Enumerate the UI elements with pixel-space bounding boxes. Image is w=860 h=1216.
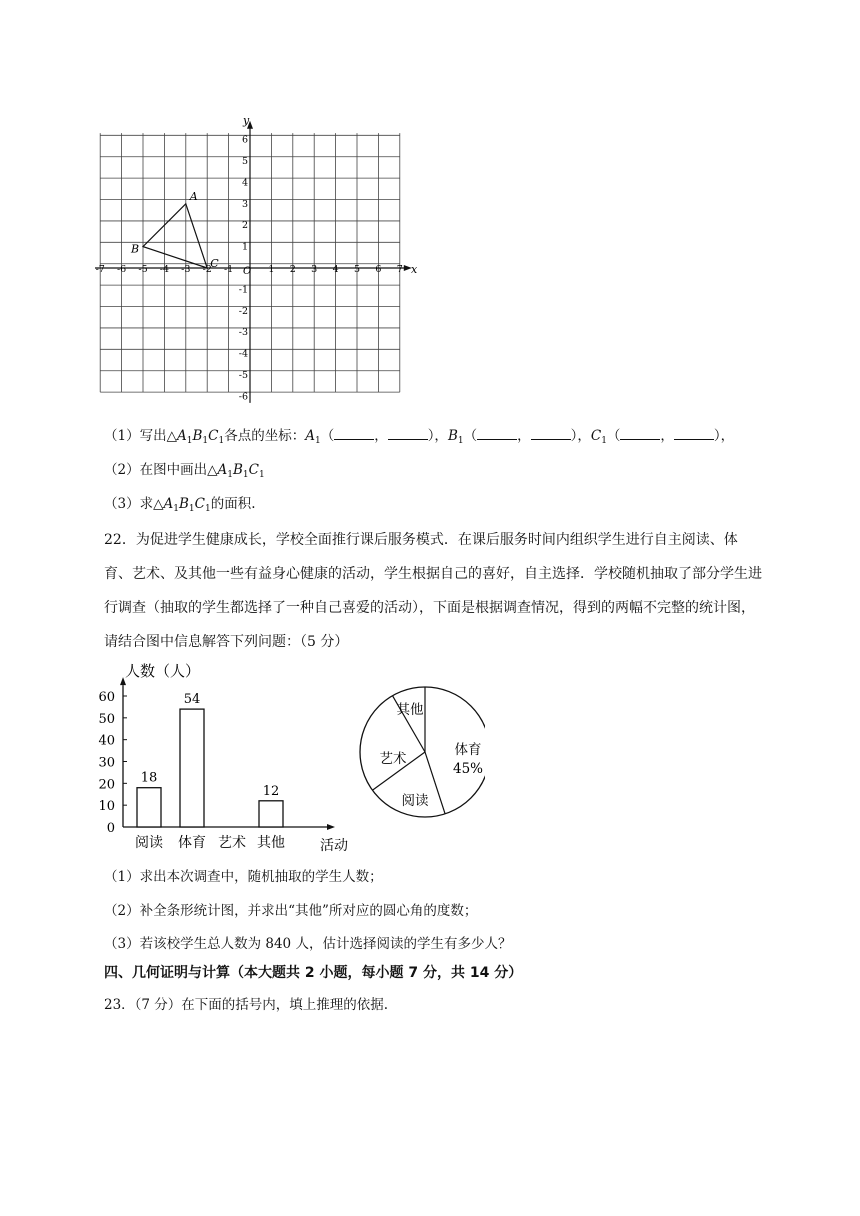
x-tick-label: -1 bbox=[223, 264, 234, 275]
y-tick-label: -2 bbox=[238, 305, 248, 317]
triangle-outline bbox=[143, 204, 207, 268]
bar-1 bbox=[180, 709, 204, 827]
pie-label: 体育 bbox=[454, 742, 482, 758]
bar-chart-bars bbox=[137, 692, 283, 827]
x-tick-label: 1 bbox=[268, 264, 275, 275]
q21-part1: （1）写出$\triangle A_1B_1C_1$各点的坐标：$A_1$（ ， ），$B_1$（ ， ），$C_1$（ ， ）， bbox=[104, 428, 735, 446]
answer-blank[interactable] bbox=[620, 427, 660, 440]
vertex-label-c: C bbox=[210, 257, 219, 270]
origin-label: O bbox=[243, 266, 252, 277]
y-tick-label: 4 bbox=[241, 177, 248, 189]
pie-label: 艺术 bbox=[379, 751, 407, 767]
bar-y-tick-label: 40 bbox=[98, 733, 115, 749]
bar-0 bbox=[137, 788, 161, 827]
bar-data-label: 54 bbox=[183, 692, 201, 708]
grid-axes bbox=[95, 121, 412, 403]
y-tick-label: 5 bbox=[241, 156, 248, 167]
y-tick-label: -3 bbox=[238, 327, 248, 339]
x-tick-label: -2 bbox=[202, 264, 212, 275]
y-tick-label: 1 bbox=[241, 241, 248, 253]
q22-text: 22．为促进学生健康成长，学校全面推行课后服务模式．在课后服务时间内组织学生进行自主阅读、体育、艺术、及其他一些有益身心健康的活动，学生根据自己的喜好，自主选择．学校随机抽取了部分学生进行调查（抽取的学生都选择了一种自己喜爱的活动），下面是根据调查情况，得到的两幅不完整的统计图，请结合图中信息解答下列问题：（5 分） bbox=[104, 532, 762, 650]
q21-part3: （3）求$\triangle A_1B_1C_1$的面积. bbox=[104, 496, 256, 514]
answer-blank[interactable] bbox=[674, 427, 714, 440]
bar-x-axis-arrow bbox=[327, 824, 335, 830]
y-tick-label: 3 bbox=[241, 198, 248, 210]
answer-blank[interactable] bbox=[477, 427, 517, 440]
bar-y-tick-label: 60 bbox=[98, 690, 115, 705]
x-tick-label: 5 bbox=[353, 264, 361, 275]
x-tick-label: 6 bbox=[375, 264, 382, 275]
bar-category-label: 其他 bbox=[257, 835, 285, 851]
x-tick-label: -5 bbox=[138, 264, 148, 275]
y-axis-label: y bbox=[243, 114, 250, 127]
y-tick-label: 2 bbox=[241, 220, 248, 232]
x-tick-label: -6 bbox=[116, 264, 127, 275]
q23-text: 23．（7 分）在下面的括号内，填上推理的依据. bbox=[104, 997, 389, 1013]
bar-y-tick-label: 50 bbox=[98, 711, 115, 727]
x-tick-label: 3 bbox=[311, 264, 318, 275]
bar-category-label: 体育 bbox=[178, 835, 206, 851]
pie-label: 阅读 bbox=[401, 793, 429, 809]
section-4-title: 四、几何证明与计算（本大题共 2 小题，每小题 7 分，共 14 分） bbox=[104, 965, 523, 981]
bar-chart-xlabel: 活动 bbox=[320, 838, 348, 854]
bar-chart bbox=[95, 660, 360, 860]
x-axis-label: x bbox=[411, 263, 418, 276]
bar-category-label: 阅读 bbox=[135, 835, 163, 851]
y-tick-label: -4 bbox=[238, 348, 248, 360]
y-tick-label: -1 bbox=[238, 284, 248, 296]
x-tick-label: 2 bbox=[289, 264, 296, 275]
bar-y-tick-label: 20 bbox=[98, 777, 115, 793]
vertex-label-a: A bbox=[189, 189, 198, 203]
x-tick-label: 7 bbox=[396, 264, 403, 275]
y-tick-label: -6 bbox=[238, 391, 248, 403]
bar-chart-ylabel: 人数（人） bbox=[125, 662, 201, 680]
x-tick-label: -7 bbox=[95, 264, 105, 275]
answer-blank[interactable] bbox=[531, 427, 571, 440]
bar-chart-categories bbox=[135, 834, 285, 851]
bar-3 bbox=[259, 801, 283, 827]
q22-sub2: （2）补全条形统计图，并求出“其他”所对应的圆心角的度数； bbox=[104, 903, 478, 919]
y-tick-label: -5 bbox=[238, 370, 248, 381]
bar-data-label: 12 bbox=[262, 783, 280, 799]
q21-part2: （2）在图中画出$\triangle A_1B_1C_1$ bbox=[104, 462, 265, 480]
bar-category-label: 艺术 bbox=[218, 835, 246, 851]
bar-data-label: 18 bbox=[140, 770, 158, 786]
answer-blank[interactable] bbox=[388, 427, 428, 440]
x-tick-label: -3 bbox=[181, 264, 191, 275]
x-tick-label: 4 bbox=[332, 264, 339, 275]
x-tick-label: -4 bbox=[159, 264, 170, 275]
answer-blank[interactable] bbox=[334, 427, 374, 440]
q22-sub1: （1）求出本次调查中，随机抽取的学生人数； bbox=[104, 869, 383, 885]
coordinate-grid bbox=[95, 110, 425, 410]
bar-y-tick-label: 30 bbox=[98, 755, 115, 771]
pie-label: 其他 bbox=[396, 702, 424, 718]
bar-y-tick-label: 0 bbox=[106, 821, 115, 836]
pie-chart bbox=[355, 670, 485, 830]
bar-y-tick-label: 10 bbox=[98, 799, 115, 815]
y-tick-label: 6 bbox=[241, 134, 248, 146]
q22-sub3: （3）若该校学生总人数为 840 人，估计选择阅读的学生有多少人？ bbox=[104, 936, 512, 952]
vertex-label-b: B bbox=[131, 242, 140, 256]
pie-value-label: 45% bbox=[452, 761, 484, 777]
